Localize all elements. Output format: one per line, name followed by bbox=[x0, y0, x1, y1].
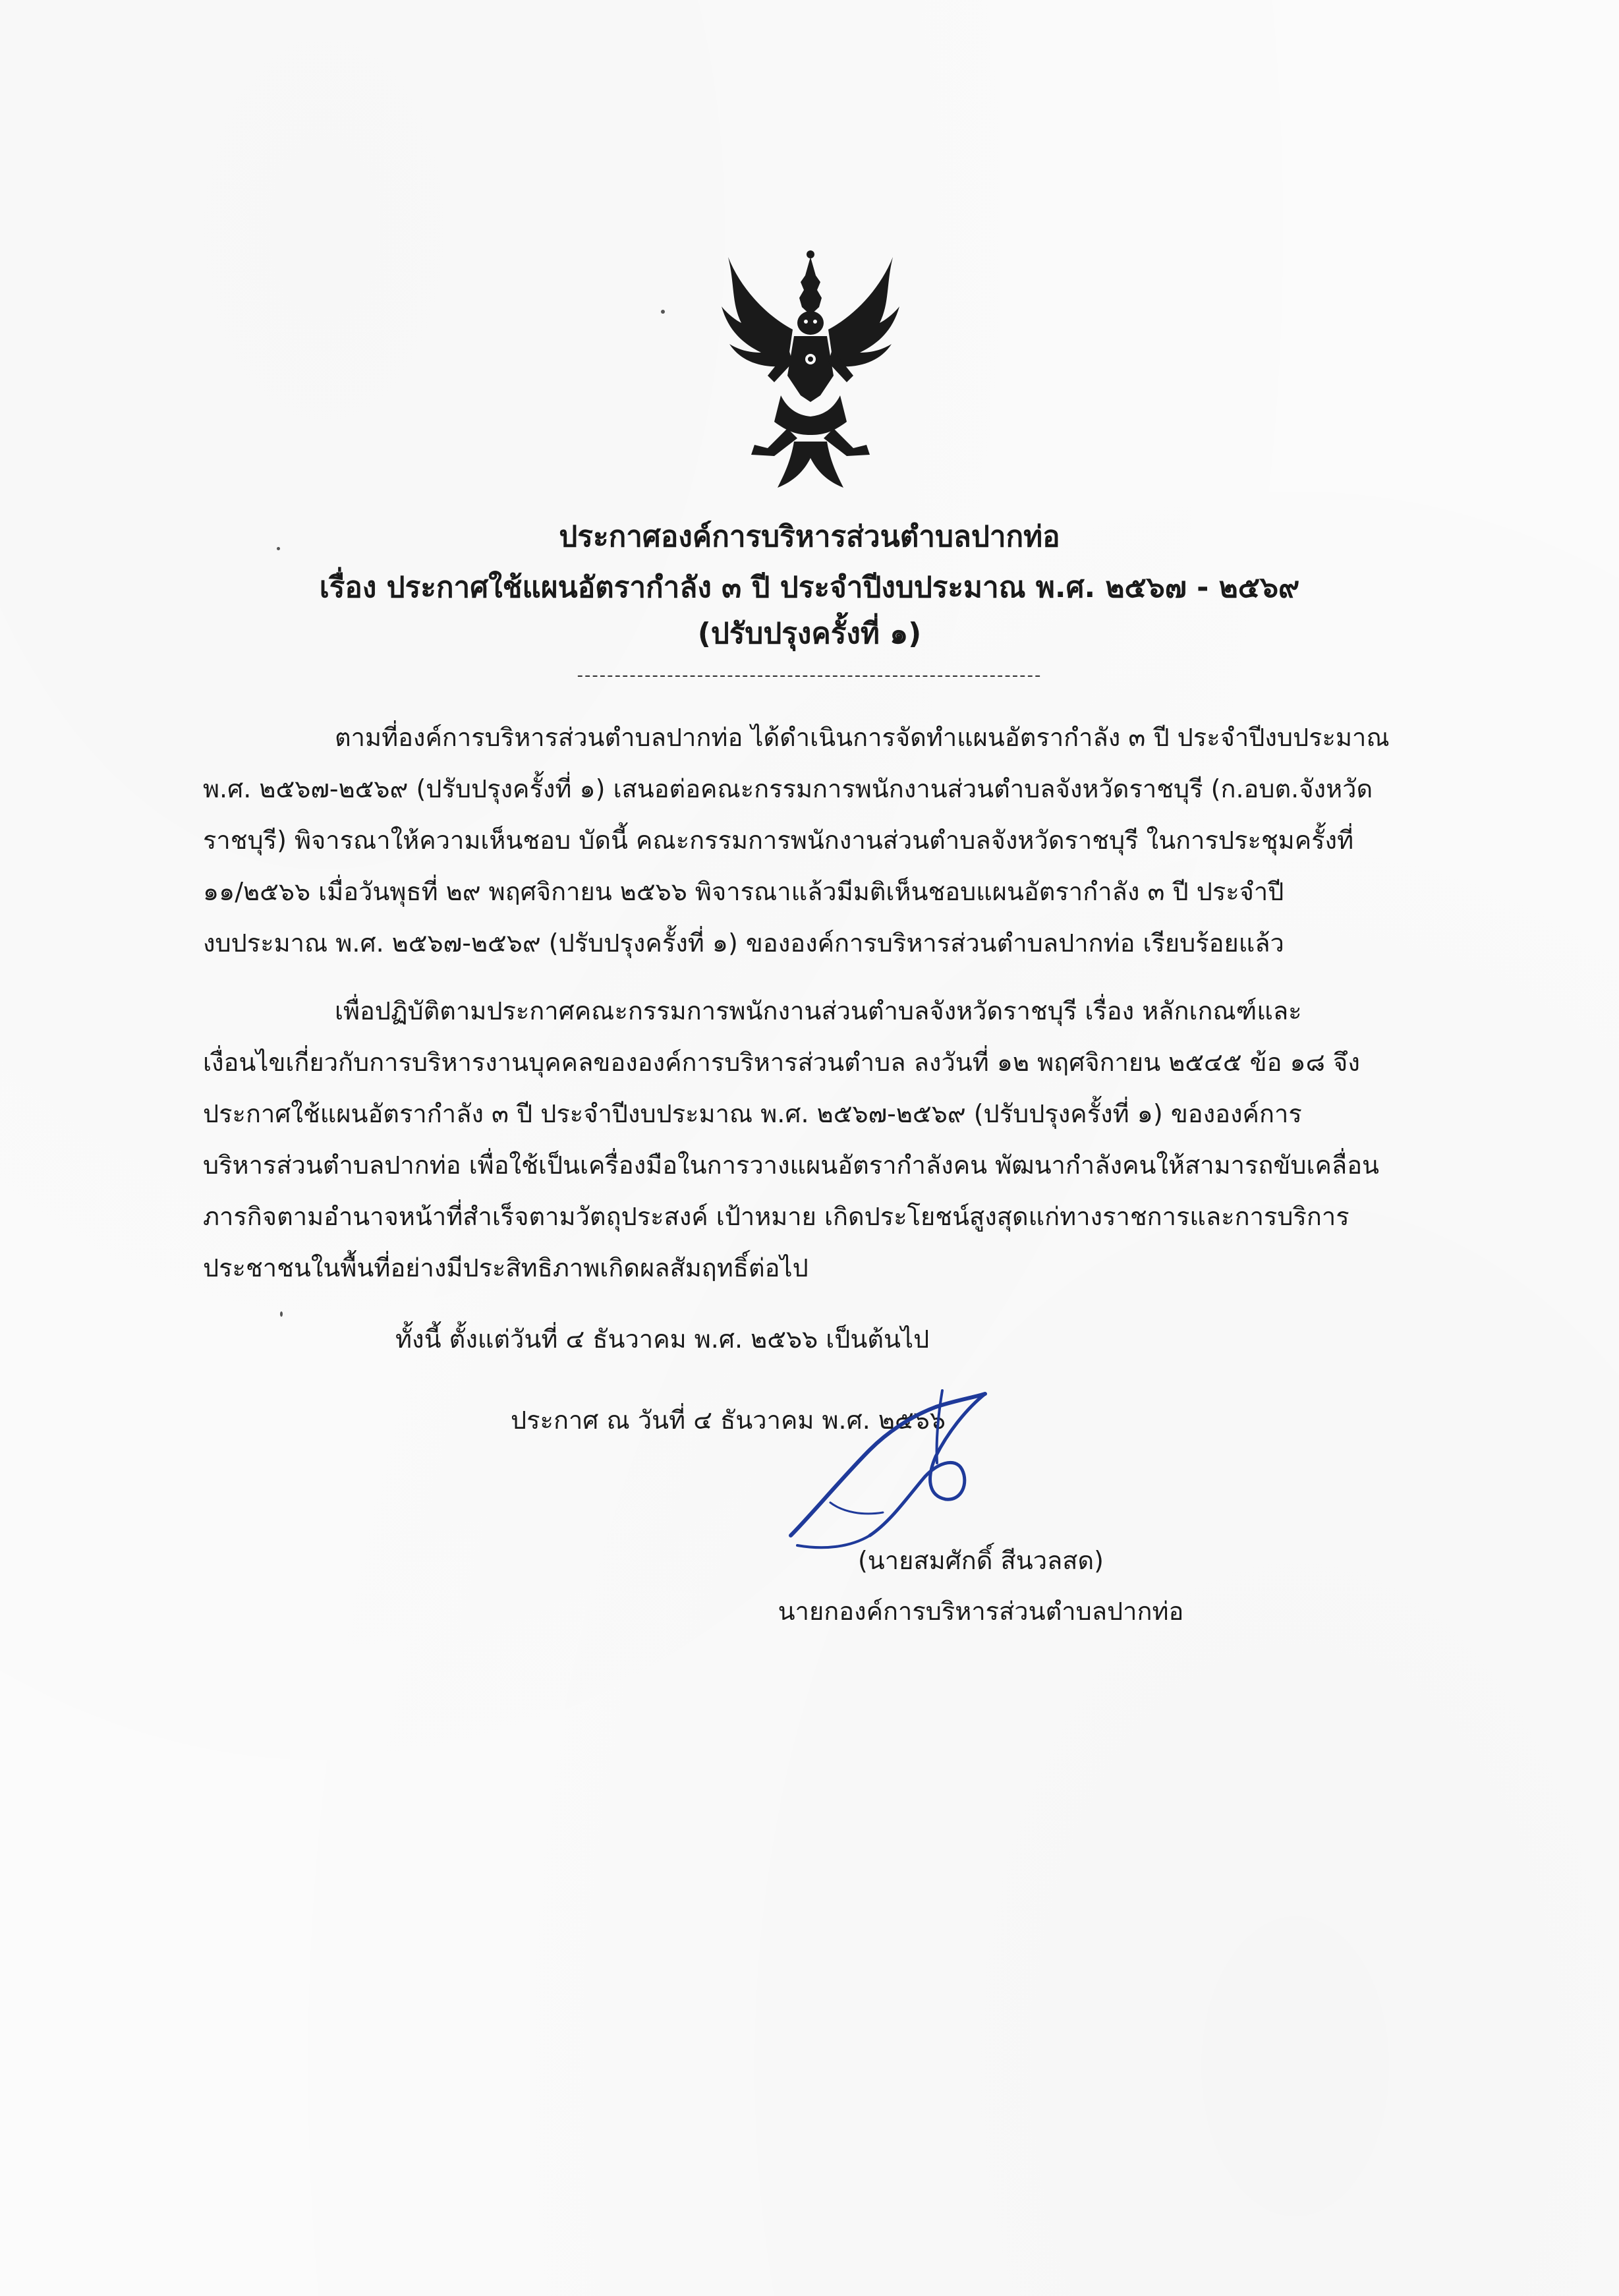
paragraph-line: เพื่อปฏิบัติตามประกาศคณะกรรมการพนักงานส่วนตำบลจังหวัดราชบุรี เรื่อง หลักเกณฑ์และ bbox=[335, 996, 1302, 1025]
paragraph-line: ตามที่องค์การบริหารส่วนตำบลปากท่อ ได้ดำเนินการจัดทำแผนอัตรากำลัง ๓ ปี ประจำปีงบประมาณ bbox=[335, 723, 1390, 752]
announcement-date: ประกาศ ณ วันที่ ๔ ธันวาคม พ.ศ. ๒๕๖๖ bbox=[511, 1406, 946, 1435]
paragraph-line: บริหารส่วนตำบลปากท่อ เพื่อใช้เป็นเครื่องมือในการวางแผนอัตรากำลังคน พัฒนากำลังคนให้สามารถขับเคลื่อน bbox=[203, 1151, 1379, 1180]
scan-speck bbox=[661, 310, 665, 314]
separator-line: -------------------------------------------------------------- bbox=[577, 666, 1042, 685]
paragraph-line: พ.ศ. ๒๕๖๗-๒๕๖๙ (ปรับปรุงครั้งที่ ๑) เสนอต่อคณะกรรมการพนักงานส่วนตำบลจังหวัดราชบุรี (ก.อบต.จังหวัด bbox=[203, 774, 1373, 803]
paragraph-line: งบประมาณ พ.ศ. ๒๕๖๗-๒๕๖๙ (ปรับปรุงครั้งที่ ๑) ขององค์การบริหารส่วนตำบลปากท่อ เรียบร้อยแล้ว bbox=[203, 929, 1284, 958]
garuda-emblem-icon bbox=[715, 244, 906, 501]
scan-speck bbox=[277, 547, 280, 550]
effective-date: ทั้งนี้ ตั้งแต่วันที่ ๔ ธันวาคม พ.ศ. ๒๕๖๖ เป็นต้นไป bbox=[395, 1325, 930, 1354]
paragraph-line: ราชบุรี) พิจารณาให้ความเห็นชอบ บัดนี้ คณะกรรมการพนักงานส่วนตำบลจังหวัดราชบุรี ในการประชุมครั้งที่ bbox=[203, 826, 1354, 855]
paragraph-line: ๑๑/๒๕๖๖ เมื่อวันพุธที่ ๒๙ พฤศจิกายน ๒๕๖๖ พิจารณาแล้วมีมติเห็นชอบแผนอัตรากำลัง ๓ ปี ประจำปี bbox=[203, 877, 1284, 906]
paragraph-line: ประชาชนในพื้นที่อย่างมีประสิทธิภาพเกิดผลสัมฤทธิ์ต่อไป bbox=[203, 1253, 809, 1282]
paragraph-line: เงื่อนไขเกี่ยวกับการบริหารงานบุคคลขององค์การบริหารส่วนตำบล ลงวันที่ ๑๒ พฤศจิกายน ๒๕๔๕ ข้อ ๑๘ จึง bbox=[203, 1048, 1360, 1077]
signer-name: (นายสมศักดิ์ สีนวลสด) bbox=[857, 1546, 1104, 1575]
paragraph-2 bbox=[203, 985, 1435, 1294]
paragraph-1 bbox=[203, 712, 1435, 969]
scan-speck bbox=[280, 1311, 283, 1317]
paragraph-line: ประกาศใช้แผนอัตรากำลัง ๓ ปี ประจำปีงบประมาณ พ.ศ. ๒๕๖๗-๒๕๖๙ (ปรับปรุงครั้งที่ ๑) ขององค์การ bbox=[203, 1099, 1302, 1128]
document-revision: (ปรับปรุงครั้งที่ ๑) bbox=[697, 617, 922, 650]
document-subject: เรื่อง ประกาศใช้แผนอัตรากำลัง ๓ ปี ประจำปีงบประมาณ พ.ศ. ๒๕๖๗ - ๒๕๖๙ bbox=[319, 571, 1300, 604]
signer-title: นายกองค์การบริหารส่วนตำบลปากท่อ bbox=[778, 1597, 1184, 1626]
paragraph-line: ภารกิจตามอำนาจหน้าที่สำเร็จตามวัตถุประสงค์ เป้าหมาย เกิดประโยชน์สูงสุดแก่ทางราชการและการบริการ bbox=[203, 1202, 1349, 1231]
document-issuer: ประกาศองค์การบริหารส่วนตำบลปากท่อ bbox=[559, 520, 1060, 554]
handwritten-signature-icon bbox=[771, 1371, 995, 1562]
